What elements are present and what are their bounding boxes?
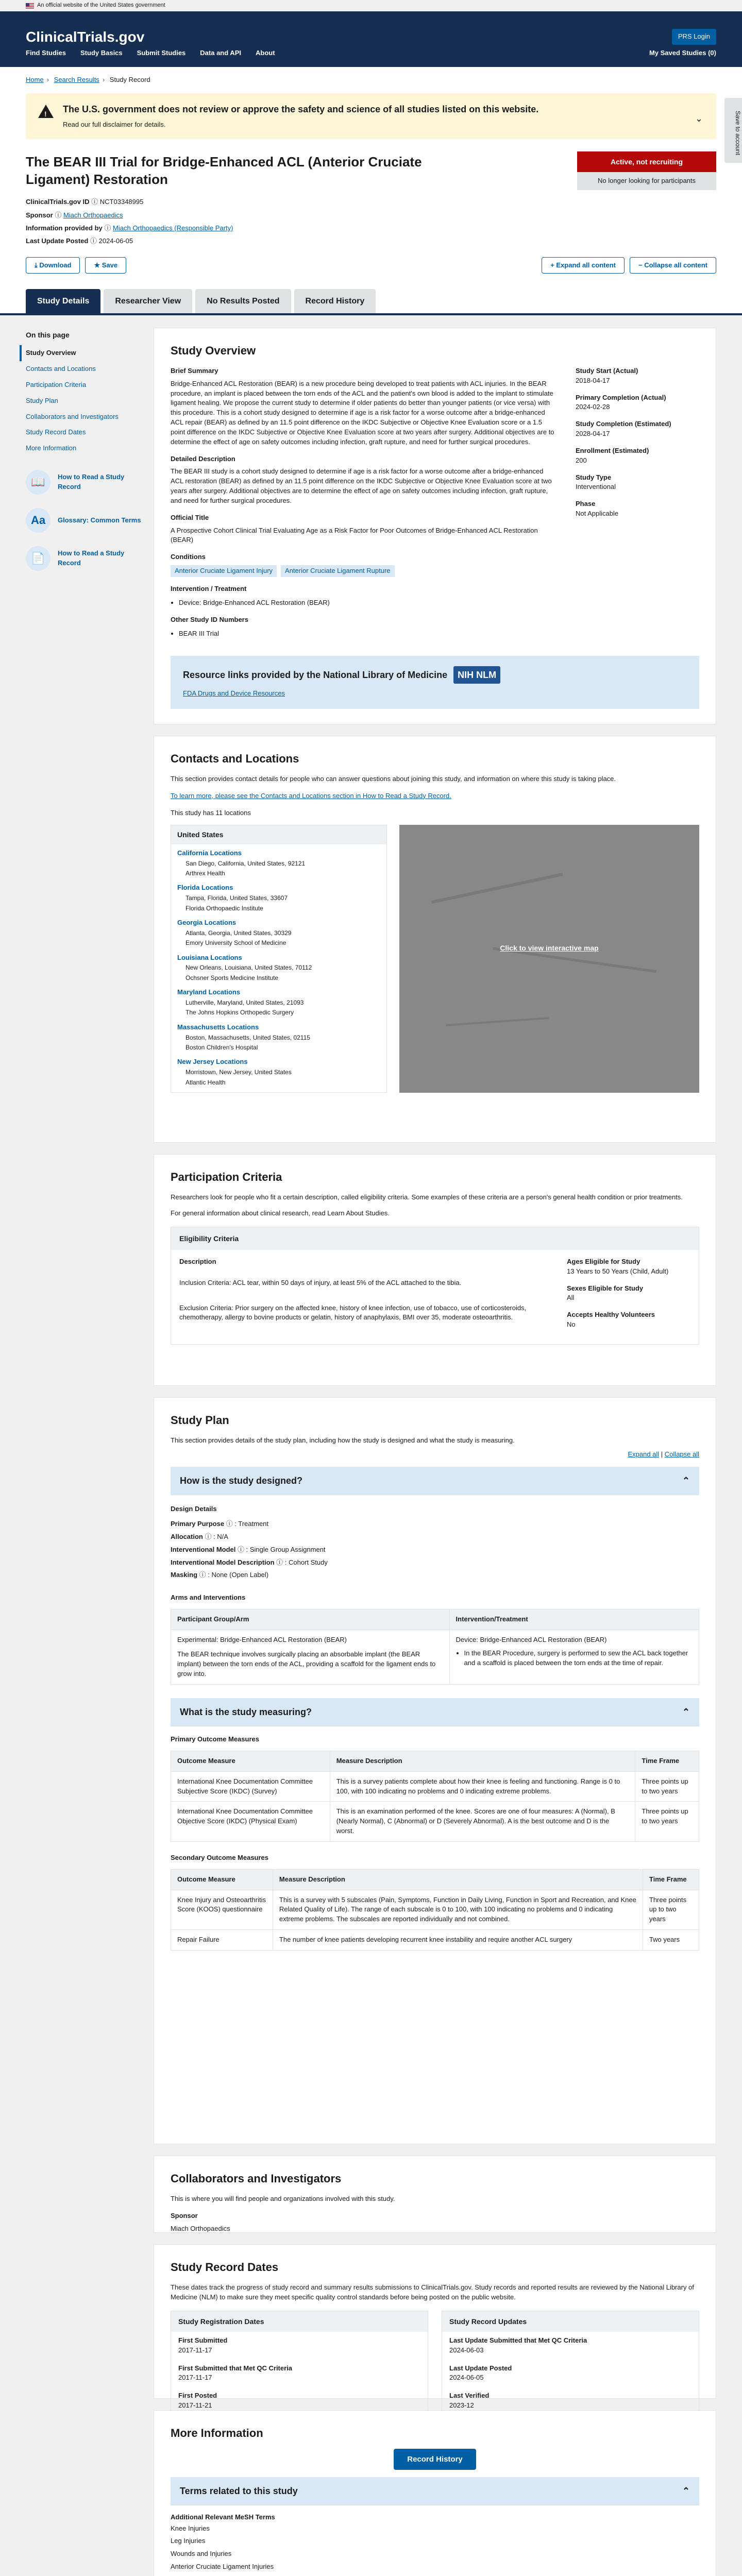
arm-desc: The BEAR technique involves surgically placing an absorbable implant (the BEAR implant) between the torn ends of the ACL, providing a scaffold for the ligament ends to grow into.: [177, 1650, 436, 1678]
date-item: [171, 2332, 428, 2360]
table-row: [171, 1771, 699, 1802]
location-site: Atlantic Health: [185, 1078, 226, 1086]
location-site: The Johns Hopkins Orthopedic Surgery: [185, 1009, 294, 1016]
prs-login-button[interactable]: PRS Login: [672, 29, 716, 45]
date-label: First Submitted: [178, 2336, 228, 2344]
mesh-term: Knee Injuries: [171, 2524, 210, 2532]
primary-outcomes-table: [171, 1751, 699, 1842]
tab-record-history[interactable]: Record History: [294, 289, 376, 313]
location-address: Atlanta, Georgia, United States, 30329: [185, 929, 292, 937]
contacts-learn-link[interactable]: To learn more, please see the Contacts and Locations section in How to Read a Study Record.: [171, 791, 451, 800]
location-state[interactable]: [171, 1088, 386, 1093]
criteria-heading: Participation Criteria: [171, 1170, 282, 1183]
overview-heading: Study Overview: [171, 344, 256, 357]
registration-heading: Study Registration Dates: [171, 2311, 428, 2332]
help-link-read-2[interactable]: [26, 546, 142, 571]
detailed-desc-label: Detailed Description: [171, 454, 235, 463]
disclaimer-notice[interactable]: [26, 93, 716, 139]
brief-summary-label: Brief Summary: [171, 366, 218, 375]
help-label: How to Read a Study Record: [58, 549, 125, 567]
document-icon: 📄: [26, 546, 50, 571]
nav-submit-studies[interactable]: Submit Studies: [137, 49, 186, 57]
date-label: First Posted: [178, 2392, 217, 2400]
resource-heading: Resource links provided by the National Library of Medicine: [183, 670, 448, 681]
save-account-tab[interactable]: Save to account: [724, 98, 742, 163]
criteria-card: [154, 1154, 716, 1386]
location-map[interactable]: [399, 825, 699, 1093]
mesh-term: Wounds and Injuries: [171, 2550, 232, 2558]
nav-about[interactable]: About: [255, 49, 275, 57]
design-value: ⓘ : None (Open Label): [199, 1571, 269, 1579]
id-label: ClinicalTrials.gov ID: [26, 198, 90, 206]
brief-summary: Bridge-Enhanced ACL Restoration (BEAR) is a new procedure being developed to treat patients with ACL injuries. In the BEAR procedure, an implant is placed between the torn ends of the ACL and the patient's own blood is added to the implant to stimulate ligament healing. We propose the current study to determine if older patients do better than younger patients (or vice versa) with this procedure. This is a cohort study designed to determine if age is a risk factor for a worse outcome after a bridge-enhanced ACL repair (BEAR) as defined by an 11.5 point difference on the IKDC Subjective or Objective Knee Evaluation score or a 1.5 point difference on the IKDC Subjective or Objective Knee Evaluation score at two years after surgery. Additional objectives are to determine the effect of age on safety outcomes including infection, graft rupture, and need for further surgical procedures.: [171, 379, 554, 446]
sidebar-item-plan[interactable]: Study Plan: [26, 396, 58, 404]
more-info-card: [154, 2410, 716, 2576]
design-value: ⓘ : Cohort Study: [276, 1558, 328, 1566]
secondary-outcomes-label: Secondary Outcome Measures: [171, 1853, 269, 1861]
help-link-read[interactable]: [26, 470, 142, 495]
main-content: [154, 328, 716, 2576]
nlm-logo: NIH NLM: [453, 666, 500, 684]
fact-label: Enrollment (Estimated): [576, 446, 649, 454]
location-address: Lutherville, Maryland, United States, 21093: [185, 999, 304, 1006]
update-date: 2024-06-05: [98, 237, 133, 245]
table-cell: This is an examination performed of the knee. Scores are one of four measures: A (Normal), B (Nearly Normal), C (Abnormal) or D (Severely Abnormal). A is the best outcome and D is the worst.: [330, 1802, 635, 1842]
book-icon: 📖: [26, 470, 50, 495]
save-label: Save: [102, 261, 118, 269]
date-item: [171, 2360, 428, 2387]
description-label: Description: [179, 1257, 216, 1265]
table-cell: Three points up to two years: [635, 1771, 699, 1802]
fact-label: Sexes Eligible for Study: [567, 1284, 644, 1292]
info-link[interactable]: Miach Orthopaedics (Responsible Party): [113, 224, 233, 232]
fact-label: Study Completion (Estimated): [576, 420, 671, 428]
table-row: [171, 1890, 699, 1930]
breadcrumb-search-results[interactable]: Search Results: [54, 76, 99, 83]
conditions-label: Conditions: [171, 553, 206, 561]
design-accordion[interactable]: [171, 1467, 699, 1495]
location-state[interactable]: Georgia Locations: [177, 918, 237, 926]
location-site: Florida Orthopaedic Institute: [185, 904, 263, 912]
location-address: Morristown, New Jersey, United States: [185, 1069, 292, 1076]
design-label: Masking: [171, 1571, 199, 1579]
other-ids-label: Other Study ID Numbers: [171, 615, 248, 623]
date-value: 2017-11-17: [178, 2374, 212, 2382]
fact-label: Study Type: [576, 473, 612, 481]
location-list: [171, 825, 387, 1093]
fact-label: Ages Eligible for Study: [567, 1257, 640, 1265]
overview-facts: [576, 366, 699, 641]
date-value: 2023-12: [449, 2401, 474, 2410]
saved-studies-link[interactable]: My Saved Studies (0): [649, 49, 716, 57]
dates-heading: Study Record Dates: [171, 2260, 279, 2274]
sidebar-item-dates[interactable]: Study Record Dates: [26, 428, 86, 436]
terms-accordion[interactable]: [171, 2477, 699, 2505]
fact-value: 2018-04-17: [576, 376, 610, 384]
collab-heading: Collaborators and Investigators: [171, 2172, 342, 2185]
measure-heading: What is the study measuring?: [180, 1706, 312, 1717]
save-button[interactable]: ★ Save: [85, 257, 126, 274]
notice-body: Read our full disclaimer for details.: [63, 120, 166, 128]
sidebar-item-contacts[interactable]: Contacts and Locations: [26, 365, 96, 373]
condition-tag[interactable]: Anterior Cruciate Ligament Rupture: [281, 565, 395, 577]
fact-value: 2028-04-17: [576, 430, 610, 438]
interactive-map-link[interactable]: Click to view interactive map: [500, 944, 599, 953]
fact-value: Not Applicable: [576, 510, 619, 518]
intervention-item: • Device: Bridge-Enhanced ACL Restoration (BEAR): [179, 598, 557, 608]
mesh-label: Additional Relevant MeSH Terms: [171, 2513, 275, 2521]
terms-heading: Terms related to this study: [180, 2485, 298, 2496]
warning-icon: [38, 105, 54, 118]
collab-sponsor: Miach Orthopaedics: [171, 2224, 230, 2232]
secondary-outcomes-table: [171, 1869, 699, 1951]
study-meta: ClinicalTrials.gov ID ⓘ NCT03348995 Sponsor ⓘ Miach Orthopaedics Information provided by ⓘ Miach Orthopaedics (Responsible Party) Last Update Posted ⓘ 2024-06-05: [26, 198, 233, 245]
arms-label: Arms and Interventions: [171, 1593, 246, 1601]
design-row: [171, 1518, 699, 1531]
info-label: Information provided by: [26, 224, 103, 232]
fact-value: 2024-02-28: [576, 403, 610, 411]
location-address: San Diego, California, United States, 92121: [185, 859, 306, 867]
collapse-all-button[interactable]: − Collapse all content: [630, 257, 716, 274]
table-cell: This is a survey patients complete about how their knee is feeling and functioning. Range is 0 to 100, with 100 indicating no problems and 0 indicating extreme problems.: [330, 1771, 635, 1802]
location-count: This study has 11 locations: [171, 808, 251, 817]
status-main: Active, not recruiting: [577, 151, 716, 172]
collab-sponsor-label: Sponsor: [171, 2211, 198, 2219]
table-row: [171, 1930, 699, 1951]
table-cell: The number of knee patients developing recurrent knee instability and require another ACL surgery: [273, 1930, 643, 1951]
expand-all-button[interactable]: + Expand all content: [542, 257, 625, 274]
arms-table: [171, 1609, 699, 1685]
help-label: How to Read a Study Record: [58, 473, 125, 491]
design-details-label: Design Details: [171, 1504, 217, 1513]
table-cell: Two years: [643, 1930, 699, 1951]
resource-links-box: [171, 656, 699, 709]
collab-desc: This is where you will find people and organizations involved with this study.: [171, 2194, 395, 2202]
help-label: Glossary: Common Terms: [58, 516, 141, 524]
tab-study-details[interactable]: Study Details: [26, 289, 100, 313]
study-overview-card: [154, 328, 716, 724]
date-value: 2017-11-17: [178, 2346, 212, 2354]
update-label: Last Update Posted: [26, 237, 89, 245]
table-cell: International Knee Documentation Committee Subjective Score (IKDC) (Survey): [171, 1771, 330, 1802]
collapse-label: Collapse all content: [644, 261, 707, 269]
chevron-up-icon: ⌃: [682, 1706, 690, 1717]
fact-value: All: [567, 1294, 575, 1302]
outcome-col-header: Outcome Measure: [171, 1751, 330, 1771]
location-state[interactable]: New Jersey Locations: [177, 1058, 248, 1066]
design-row: [171, 1544, 699, 1556]
location-country: United States: [171, 825, 386, 844]
eligibility-box: [171, 1227, 699, 1345]
record-tabs: [0, 289, 742, 315]
sidebar-heading: On this page: [26, 330, 70, 339]
mesh-term: Leg Injuries: [171, 2537, 206, 2545]
fact-label: Primary Completion (Actual): [576, 393, 666, 401]
record-history-button[interactable]: Record History: [394, 2449, 476, 2470]
outcome-col-header: Measure Description: [330, 1751, 635, 1771]
status-sub: No longer looking for participants: [577, 172, 716, 190]
location-site: Arthrex Health: [185, 869, 225, 877]
design-label: Allocation: [171, 1533, 205, 1541]
page-sidebar: [26, 328, 142, 571]
location-state[interactable]: California Locations: [177, 849, 242, 857]
location-address: Tampa, Florida, United States, 33607: [185, 894, 288, 902]
fact-value: No: [567, 1320, 576, 1329]
date-label: Last Update Submitted that Met QC Criteria: [449, 2336, 587, 2344]
inclusion-criteria: Inclusion Criteria: ACL tear, within 50 days of injury, at least 5% of the ACL attached to the tibia.: [179, 1278, 462, 1286]
arms-col-header: Intervention/Treatment: [449, 1609, 699, 1630]
record-updates: [442, 2311, 699, 2415]
study-id: NCT03348995: [99, 198, 144, 206]
study-plan-card: Study Plan This section provides details of the study plan, including how the study is designed and what the study is measuring. Expand all | Collapse all How is the study designed? ⌃ Design Details Primary Purpose ⓘ : Treatment Allocation ⓘ : N/A Interventional Model ⓘ : Single Group Assignment Interventional Model Description ⓘ : Cohort Study Masking ⓘ : None (Open Label) Arms and Interventions Participant Group/Arm Intervention/Treatment Experimental: Bridge-Enhanced ACL Restoration (BEAR) The BEAR technique involves surgically placing an absorbable implant (the BEAR implant) between the torn ends of the ACL, providing a scaffold for the ligament ends to grow into. Device: Bridge-Enhanced ACL Restoration (BEAR) • In the BEAR Procedure, surgery is performed to sew the ACL back together and a scaffold is placed between the torn ends at the time of repair. What is the study measuring? ⌃ Primary Outcome Measures Outcome Measure Measure Description Time Frame International Knee Documentation Committee Subjective Score (IKDC) (Survey) This is a survey patients complete about how their knee is feeling and functioning. Range is 0 to 100, with 100 indicating no problems and 0 indicating extreme problems. Three points up to two years International Knee Documentation Committee Objective Score (IKDC) (Physical Exam) This is an examination performed of the knee. Scores are one of four measures: A (Normal), B (Nearly Normal), C (Abnormal) or D (Severely Abnormal). A is the best outcome and D is the worst. Three points up to two years Secondary Outcome Measures Outcome Measure Measure Description Time Frame Knee Injury and Osteoarthritis Score (KOOS) questionnaire This is a survey with 5 subscales (Pain, Symptoms, Function in Daily Living, Function in Sport and Recreation, and Knee Related Quality of Life). The range of each subscale is 0 to 100, with 100 indicating no problems and 0 indicating extreme problems. The subscales are reported individually and not combined. Three points up to two years Repair Failure The number of knee patients developing recurrent knee instability and require another ACL surgery Two years: [154, 1397, 716, 2144]
site-logo[interactable]: ClinicalTrials.gov: [26, 29, 145, 45]
plan-heading: Study Plan: [171, 1413, 229, 1427]
content-area: [0, 315, 742, 2576]
main-nav: [26, 48, 716, 58]
fact-label: Study Start (Actual): [576, 366, 638, 375]
table-cell: Knee Injury and Osteoarthritis Score (KOOS) questionnaire: [171, 1890, 273, 1930]
sidebar-item-criteria[interactable]: Participation Criteria: [26, 380, 87, 388]
primary-outcomes-label: Primary Outcome Measures: [171, 1735, 259, 1743]
eligibility-facts: [567, 1257, 690, 1337]
collapse-all-link[interactable]: Collapse all: [664, 1450, 699, 1458]
registration-dates: [171, 2311, 428, 2415]
expand-all-link[interactable]: Expand all: [628, 1450, 660, 1458]
plan-desc: This section provides details of the study plan, including how the study is designed and what the study is measuring.: [171, 1436, 515, 1444]
detailed-desc: The BEAR III study is a cohort study designed to determine if age is a risk factor for a worse outcome after a bridge-enhanced ACL restoration (BEAR) as defined by an 11.5 point difference on the IKDC Subjective or Objective Knee Evaluation score at two years after surgery. Additional objectives are to determine the effect of age on safety outcomes including infection, graft rupture, and need for further surgical procedures.: [171, 467, 552, 504]
arm-intervention: Device: Bridge-Enhanced ACL Restoration (BEAR): [456, 1635, 607, 1643]
intervention-label: Intervention / Treatment: [171, 585, 247, 593]
fact-label: Phase: [576, 500, 596, 508]
site-header: [0, 11, 742, 67]
criteria-learn: For general information about clinical research, read Learn About Studies.: [171, 1209, 390, 1217]
download-label: Download: [39, 261, 72, 269]
design-details: [171, 1518, 699, 1581]
arms-col-header: Participant Group/Arm: [171, 1609, 450, 1630]
location-address: Boston, Massachusetts, United States, 02115: [185, 1033, 310, 1041]
arm-intervention-desc: • In the BEAR Procedure, surgery is performed to sew the ACL back together and a scaffold is placed between the torn ends at the time of repair.: [464, 1649, 693, 1668]
condition-tag[interactable]: Anterior Cruciate Ligament Injury: [171, 565, 277, 577]
design-value: ⓘ : N/A: [205, 1533, 228, 1541]
breadcrumb-home[interactable]: Home: [26, 76, 44, 83]
sponsor-label: Sponsor: [26, 211, 53, 219]
design-value: ⓘ : Single Group Assignment: [238, 1545, 326, 1553]
date-label: Last Verified: [449, 2392, 490, 2400]
mesh-term: Anterior Cruciate Ligament Injuries: [171, 2562, 274, 2570]
glossary-icon: Aa: [26, 508, 50, 533]
date-item: [442, 2332, 699, 2360]
fact-value: Interventional: [576, 483, 616, 491]
date-label: Last Update Posted: [449, 2364, 512, 2372]
record-dates-card: [154, 2244, 716, 2410]
sidebar-item-overview[interactable]: Study Overview: [20, 345, 142, 361]
chevron-up-icon: ⌃: [682, 2485, 690, 2496]
design-heading: How is the study designed?: [180, 1475, 303, 1486]
location-address: New Orleans, Louisiana, United States, 70112: [185, 964, 312, 972]
us-flag-icon: [26, 3, 34, 9]
gov-banner: [0, 0, 742, 11]
notice-title: The U.S. government does not review or approve the safety and science of all studies listed on this website.: [63, 104, 539, 114]
download-button[interactable]: ⤓ Download: [26, 257, 80, 274]
tab-researcher-view[interactable]: Researcher View: [104, 289, 192, 313]
design-value: ⓘ : Treatment: [226, 1520, 269, 1528]
sponsor-link[interactable]: Miach Orthopaedics: [63, 211, 123, 219]
chevron-up-icon: ⌃: [682, 1475, 690, 1486]
help-link-glossary[interactable]: [26, 508, 142, 533]
more-heading: More Information: [171, 2426, 263, 2439]
location-site: Emory University School of Medicine: [185, 939, 286, 947]
table-cell: Three points up to two years: [635, 1802, 699, 1842]
breadcrumb: Home › Search Results › Study Record: [26, 76, 150, 83]
criteria-desc: Researchers look for people who fit a certain description, called eligibility criteria. Some examples of these criteria are a person's general health condition or prior treatments.: [171, 1193, 683, 1201]
eligibility-heading: Eligibility Criteria: [171, 1227, 699, 1250]
mesh-terms: [171, 2522, 699, 2573]
contacts-desc: This section provides contact details for people who can answer questions about joining this study, and information on where this study is taking place.: [171, 774, 616, 783]
study-title-section: [0, 139, 742, 248]
location-site: Ochsner Sports Medicine Institute: [185, 974, 279, 981]
table-cell: Repair Failure: [171, 1930, 273, 1951]
dates-desc: These dates track the progress of study record and summary results submissions to ClinicalTrials.gov. Study records and reported results are reviewed by the National Library of Medicine (NLM) to make sure they meet specific quality control standards before being posted on the public website.: [171, 2283, 694, 2301]
chevron-down-icon[interactable]: ⌄: [695, 113, 703, 124]
sidebar-item-more[interactable]: More Information: [26, 444, 77, 452]
expand-label: Expand all content: [556, 261, 616, 269]
outcome-col-header: Time Frame: [643, 1869, 699, 1890]
official-title-label: Official Title: [171, 513, 209, 521]
design-row: [171, 1531, 699, 1544]
nav-data-api[interactable]: Data and API: [200, 49, 241, 57]
breadcrumb-current: Study Record: [109, 76, 150, 83]
design-label: Primary Purpose: [171, 1520, 226, 1528]
other-id-item: • BEAR III Trial: [179, 629, 557, 639]
contacts-card: [154, 736, 716, 1143]
fda-resources-link[interactable]: FDA Drugs and Device Resources: [183, 689, 285, 698]
exclusion-criteria: Exclusion Criteria: Prior surgery on the affected knee, history of knee infection, use of tobacco, use of corticosteroids, chemotherapy, allergy to bovine products or gelatin, history of anaphylaxis, BMI over 35, moderate osteoarthritis.: [179, 1303, 527, 1321]
table-cell: International Knee Documentation Committee Objective Score (IKDC) (Physical Exam): [171, 1802, 330, 1842]
contacts-heading: Contacts and Locations: [171, 752, 299, 765]
measure-accordion[interactable]: [171, 1698, 699, 1726]
fact-value: 200: [576, 456, 587, 464]
updates-heading: Study Record Updates: [442, 2311, 699, 2332]
location-site: Boston Children's Hospital: [185, 1044, 258, 1052]
date-value: 2024-06-03: [449, 2346, 484, 2354]
table-row: [171, 1802, 699, 1842]
gov-banner-text: An official website of the United States government: [37, 2, 165, 9]
outcome-col-header: Measure Description: [273, 1869, 643, 1890]
design-label: Interventional Model: [171, 1545, 238, 1553]
arm-name: Experimental: Bridge-Enhanced ACL Restoration (BEAR): [177, 1635, 347, 1643]
collaborators-card: [154, 2156, 716, 2233]
location-state[interactable]: Maryland Locations: [177, 988, 241, 996]
date-item: [442, 2360, 699, 2387]
nav-study-basics[interactable]: Study Basics: [80, 49, 123, 57]
study-title: The BEAR III Trial for Bridge-Enhanced ACL (Anterior Cruciate Ligament) Restoration: [26, 154, 422, 187]
location-state[interactable]: Florida Locations: [177, 884, 233, 892]
design-row: [171, 1556, 699, 1569]
design-row: [171, 1569, 699, 1582]
status-badge: [577, 151, 716, 190]
location-state[interactable]: Massachusetts Locations: [177, 1023, 259, 1031]
date-label: First Submitted that Met QC Criteria: [178, 2364, 293, 2372]
date-value: 2024-06-05: [449, 2374, 484, 2382]
date-value: 2017-11-21: [178, 2401, 212, 2410]
table-cell: This is a survey with 5 subscales (Pain, Symptoms, Function in Daily Living, Function in Sport and Recreation, and Knee Related Quality of Life). The range of each subscale is 0 to 100, with 100 indicating no problems and 0 indicating extreme problems. The subscales are reported individually and not combined.: [273, 1890, 643, 1930]
fact-value: 13 Years to 50 Years (Child, Adult): [567, 1267, 669, 1275]
location-state[interactable]: Louisiana Locations: [177, 953, 242, 961]
tab-results[interactable]: No Results Posted: [195, 289, 291, 313]
sidebar-item-collaborators[interactable]: Collaborators and Investigators: [26, 412, 119, 420]
fact-label: Accepts Healthy Volunteers: [567, 1311, 655, 1319]
action-bar: [0, 248, 742, 274]
outcome-col-header: Time Frame: [635, 1751, 699, 1771]
table-cell: Three points up to two years: [643, 1890, 699, 1930]
official-title: A Prospective Cohort Clinical Trial Evaluating Age as a Risk Factor for Poor Outcomes of Bridge-Enhanced ACL Restoration (BEAR): [171, 526, 538, 544]
outcome-col-header: Outcome Measure: [171, 1869, 273, 1890]
design-label: Interventional Model Description: [171, 1558, 277, 1566]
nav-find-studies[interactable]: Find Studies: [26, 49, 66, 57]
